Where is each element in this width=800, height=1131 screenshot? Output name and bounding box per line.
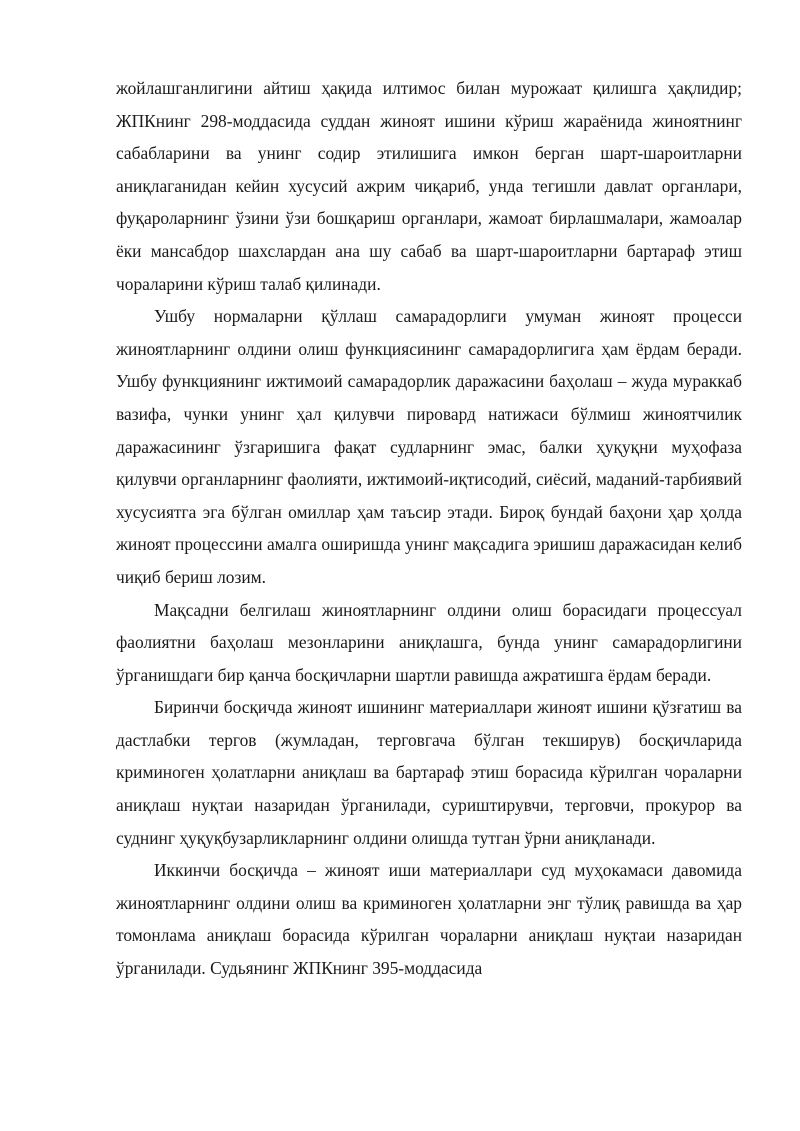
- paragraph-5: Иккинчи босқичда – жиноят иши материаллари суд муҳокамаси давомида жиноятларнинг олдини олиш ва криминоген ҳолатларни энг тўлиқ равишда ва ҳар томонлама аниқлаш борасида кўрилган чораларни аниқлаш нуқтаи назаридан ўрганилади. Судьянинг ЖПКнинг 395-моддасида: [116, 860, 742, 979]
- paragraph-1: жойлашганлигини айтиш ҳақида илтимос билан мурожаат қилишга ҳақлидир; ЖПКнинг 298-моддасида суддан жиноят ишини кўриш жараёнида жиноятнинг сабабларини ва унинг содир этилишига имкон берган шарт-шароитларни аниқлаганидан кейин хусусий ажрим чиқариб, унда тегишли давлат органлари, фуқароларнинг ўзини ўзи бошқариш органлари, жамоат бирлашмалари, жамоалар ёки мансабдор шахслардан ана шу сабаб ва шарт-шароитларни бартараф этиш чораларини кўриш талаб қилинади.: [116, 78, 742, 294]
- paragraph-4: Биринчи босқичда жиноят ишининг материаллари жиноят ишини қўзғатиш ва дастлабки тергов (жумладан, терговгача бўлган текширув) босқичларида криминоген ҳолатларни аниқлаш ва бартараф этиш борасида кўрилган чораларни аниқлаш нуқтаи назаридан ўрганилади, суриштирувчи, терговчи, прокурор ва суднинг ҳуқуқбузарликларнинг олдини олишда тутган ўрни аниқланади.: [116, 697, 742, 848]
- document-page: [116, 72, 742, 985]
- paragraph-2: Ушбу нормаларни қўллаш самарадорлиги умуман жиноят процесси жиноятларнинг олдини олиш функциясининг самарадорлигига ҳам ёрдам беради. Ушбу функциянинг ижтимоий самарадорлик даражасини баҳолаш – жуда мураккаб вазифа, чунки унинг ҳал қилувчи пировард натижаси бўлмиш жиноятчилик даражасининг ўзгаришига фақат судларнинг эмас, балки ҳуқуқни муҳофаза қилувчи органларнинг фаолияти, ижтимоий-иқтисодий, сиёсий, маданий-тарбиявий хусусиятга эга бўлган омиллар ҳам таъсир этади. Бироқ бундай баҳони ҳар ҳолда жиноят процессини амалга оширишда унинг мақсадига эришиш даражасидан келиб чиқиб бериш лозим.: [116, 306, 742, 587]
- paragraph-3: Мақсадни белгилаш жиноятларнинг олдини олиш борасидаги процессуал фаолиятни баҳолаш мезонларини аниқлашга, бунда унинг самарадорлигини ўрганишдаги бир қанча босқичларни шартли равишда ажратишга ёрдам беради.: [116, 599, 742, 685]
